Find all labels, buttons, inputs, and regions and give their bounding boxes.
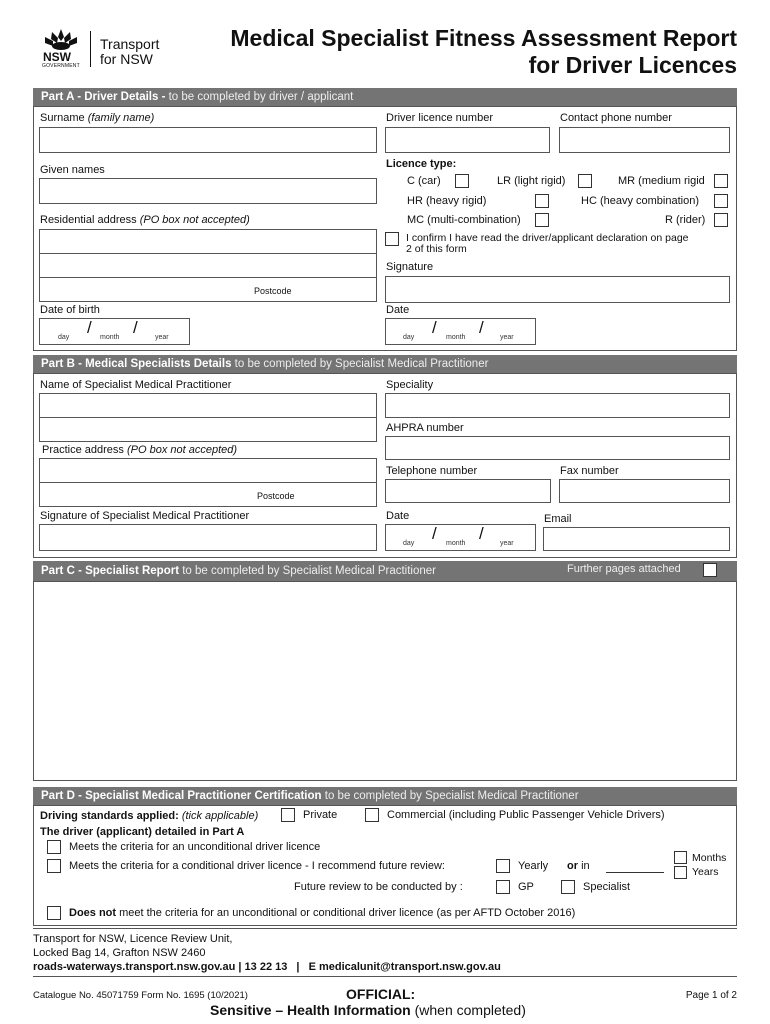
email-input[interactable] [543, 527, 730, 551]
contact-phone-input[interactable] [559, 127, 730, 153]
type-r-checkbox[interactable] [714, 213, 728, 227]
dob-year: year [155, 334, 169, 341]
given-names-label: Given names [40, 164, 105, 176]
part-c-subtitle: to be completed by Specialist Medical Practitioner [179, 565, 437, 577]
part-d-bar [33, 787, 737, 805]
conditional-label: Meets the criteria for a conditional driver licence - I recommend future review: [69, 860, 445, 872]
date-slash2: / [479, 318, 484, 337]
dob-slash1: / [87, 318, 92, 337]
specialist-label: Specialist [583, 881, 631, 893]
type-hc-label: HC (heavy combination) [581, 195, 699, 207]
type-mc-checkbox[interactable] [535, 213, 549, 227]
type-c-checkbox[interactable] [455, 174, 469, 188]
specialist-signature-input[interactable] [39, 524, 377, 551]
practice-label: Practice address (PO box not accepted) [42, 444, 238, 456]
type-hr-checkbox[interactable] [535, 194, 549, 208]
specialist-checkbox[interactable] [561, 880, 575, 894]
yearly-label: Yearly [518, 860, 549, 872]
dob-slash2: / [133, 318, 138, 337]
or-in-label: or in [567, 860, 590, 872]
footer-phone: | 13 22 13 [238, 961, 288, 973]
practice-input1[interactable] [39, 458, 377, 483]
specialist-date-year: year [500, 540, 514, 547]
conditional-checkbox[interactable] [47, 859, 61, 873]
logo-line1: Transport [100, 36, 160, 52]
gp-label: GP [518, 881, 534, 893]
official-label: OFFICIAL: [346, 986, 416, 1002]
waratah-icon [42, 27, 80, 51]
further-pages-label: Further pages attached [567, 563, 681, 575]
date-slash1: / [432, 318, 437, 337]
footer-contacts [33, 961, 501, 973]
speciality-label: Speciality [386, 379, 434, 391]
part-c-title: Part C - Specialist Report [41, 565, 180, 577]
logo-gov: NSW [43, 50, 71, 64]
does-not-checkbox[interactable] [47, 906, 61, 920]
dob-label: Date of birth [40, 304, 100, 316]
type-mr-label: MR (medium rigid [618, 175, 705, 187]
date-day: day [403, 334, 415, 341]
unconditional-checkbox[interactable] [47, 840, 61, 854]
page-title [230, 25, 737, 79]
residential-input-line1[interactable] [39, 229, 377, 254]
review-period-input[interactable] [606, 872, 664, 873]
type-hc-checkbox[interactable] [714, 194, 728, 208]
standards-label: Driving standards applied: (tick applicable) [40, 810, 259, 822]
commercial-checkbox[interactable] [365, 808, 379, 822]
title-line2: for Driver Licences [528, 52, 737, 78]
residential-input-line2[interactable] [39, 253, 377, 278]
specialist-report-textarea[interactable] [33, 581, 737, 781]
given-names-input[interactable] [39, 178, 377, 204]
dob-day: day [58, 334, 70, 341]
logo-gov-sub: GOVERNMENT [42, 63, 80, 69]
does-not-label: Does not meet the criteria for an unconditional or conditional driver licence (as per AFTD October 2016) [69, 907, 576, 919]
private-label: Private [303, 809, 338, 821]
dob-month: month [100, 334, 120, 341]
future-review-label: Future review to be conducted by : [294, 881, 463, 893]
email-label: Email [544, 513, 572, 525]
title-line1: Medical Specialist Fitness Assessment Report [230, 25, 737, 51]
sensitive-label: Sensitive – Health Information (when completed) [210, 1002, 526, 1018]
confirm-checkbox[interactable] [385, 232, 399, 246]
type-lr-label: LR (light rigid) [497, 175, 566, 187]
yearly-checkbox[interactable] [496, 859, 510, 873]
confirm-line2: 2 of this form [406, 243, 467, 255]
driver-detailed-label: The driver (applicant) detailed in Part A [40, 826, 245, 838]
ahpra-input[interactable] [385, 436, 730, 460]
commercial-label: Commercial (including Public Passenger Vehicle Drivers) [387, 809, 665, 821]
licence-type-label: Licence type: [386, 158, 457, 170]
months-checkbox[interactable] [674, 851, 687, 864]
specialist-date-slash2: / [479, 524, 484, 543]
surname-label: Surname (family name) [40, 112, 155, 124]
specialist-date-slash1: / [432, 524, 437, 543]
contact-phone-label: Contact phone number [560, 112, 672, 124]
date-year: year [500, 334, 514, 341]
date-month: month [446, 334, 466, 341]
unconditional-label: Meets the criteria for an unconditional driver licence [69, 841, 321, 853]
footer-address1: Transport for NSW, Licence Review Unit, [33, 933, 233, 945]
specialist-date-month: month [446, 540, 466, 547]
part-b-bar [33, 355, 737, 373]
private-checkbox[interactable] [281, 808, 295, 822]
part-a-subtitle: to be completed by driver / applicant [165, 91, 354, 103]
specialist-signature-label: Signature of Specialist Medical Practitioner [40, 510, 250, 522]
part-a-title: Part A - Driver Details - [41, 91, 166, 103]
catalogue-number: Catalogue No. 45071759 Form No. 1695 (10/2021) [33, 990, 248, 1001]
page-number: Page 1 of 2 [685, 990, 737, 1001]
licence-number-input[interactable] [385, 127, 550, 153]
nsw-logo [40, 27, 180, 69]
footer-top-rule [33, 928, 737, 929]
signature-input[interactable] [385, 276, 730, 303]
speciality-input[interactable] [385, 393, 730, 418]
specialist-date-label: Date [386, 510, 410, 522]
specialist-name-input2[interactable] [39, 417, 377, 442]
footer-address2: Locked Bag 14, Grafton NSW 2460 [33, 947, 206, 959]
type-mc-label: MC (multi-combination) [407, 214, 521, 226]
logo-line2: for NSW [100, 51, 153, 67]
specialist-name-label: Name of Specialist Medical Practitioner [40, 379, 232, 391]
licence-number-label: Driver licence number [386, 112, 493, 124]
postcode-label: Postcode [254, 286, 292, 296]
practice-input2[interactable] [39, 482, 377, 507]
fax-label: Fax number [560, 465, 619, 477]
fax-input[interactable] [559, 479, 730, 503]
residential-label: Residential address (PO box not accepted) [40, 214, 250, 226]
type-hr-label: HR (heavy rigid) [407, 195, 487, 207]
gp-checkbox[interactable] [496, 880, 510, 894]
specialist-date-day: day [403, 540, 415, 547]
footer-bottom-rule [33, 976, 737, 977]
confirm-line1: I confirm I have read the driver/applicant declaration on page [406, 232, 689, 244]
footer-email[interactable]: E medicalunit@transport.nsw.gov.au [308, 961, 501, 973]
footer-separator: | [296, 961, 300, 973]
footer-website[interactable]: roads-waterways.transport.nsw.gov.au [33, 961, 236, 973]
part-d-title: Part D - Specialist Medical Practitioner Certification [41, 790, 322, 802]
type-r-label: R (rider) [665, 214, 706, 226]
months-label: Months [692, 852, 727, 864]
specialist-name-input1[interactable] [39, 393, 377, 418]
telephone-label: Telephone number [386, 465, 478, 477]
ahpra-label: AHPRA number [386, 422, 464, 434]
years-label: Years [692, 866, 719, 878]
part-a-bar [33, 88, 737, 106]
part-d-subtitle: to be completed by Specialist Medical Practitioner [321, 790, 579, 802]
signature-label: Signature [386, 261, 434, 273]
type-lr-checkbox[interactable] [578, 174, 592, 188]
type-c-label: C (car) [407, 175, 441, 187]
date-label: Date [386, 304, 410, 316]
telephone-input[interactable] [385, 479, 551, 503]
years-checkbox[interactable] [674, 866, 687, 879]
practice-postcode-label: Postcode [257, 491, 295, 501]
part-b-title: Part B - Medical Specialists Details [41, 358, 232, 370]
further-pages-checkbox[interactable] [703, 563, 717, 577]
logo-divider [90, 31, 91, 67]
type-mr-checkbox[interactable] [714, 174, 728, 188]
residential-input-line3[interactable] [39, 277, 377, 302]
part-b-subtitle: to be completed by Specialist Medical Practitioner [231, 358, 489, 370]
surname-input[interactable] [39, 127, 377, 153]
